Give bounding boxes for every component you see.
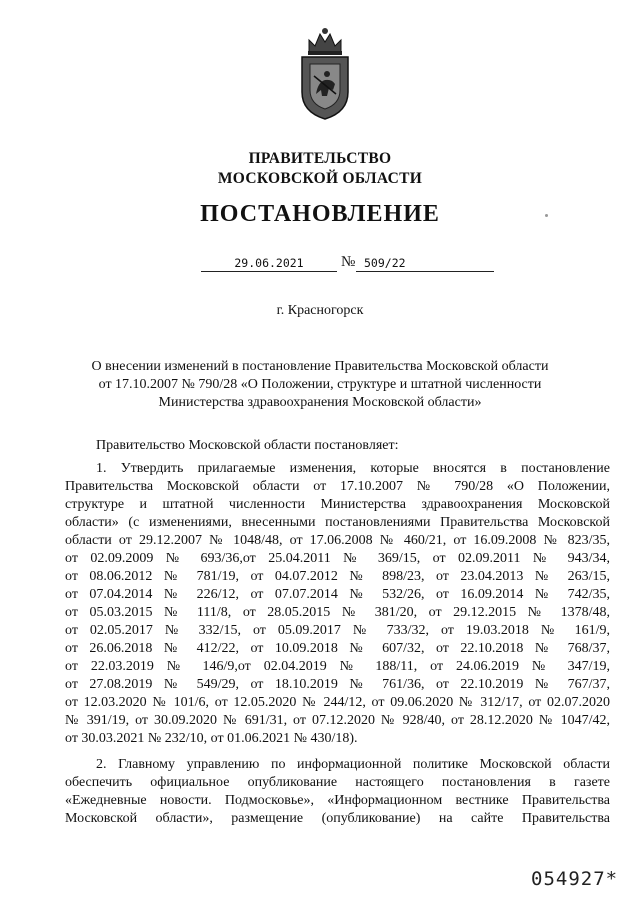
body-line: обеспечить официальное опубликование настоящего постановления в газете <box>65 775 610 790</box>
scan-speck <box>545 214 548 217</box>
body-line: Правительства Московской области от 17.10.2007 № 790/28 «О Положении, <box>65 479 610 494</box>
body-line: от 26.06.2018 № 412/22, от 10.09.2018 № 607/32, от 22.10.2018 № 768/37, <box>65 641 610 656</box>
body-line: Московской области», размещение (опубликование) на сайте Правительства <box>65 811 610 826</box>
serial-stamp <box>531 868 618 890</box>
body-line: от 07.04.2014 № 226/12, от 07.07.2014 № 532/26, от 16.09.2014 № 742/35, <box>65 587 610 602</box>
coat-of-arms-emblem <box>296 24 354 122</box>
organization-name-line2: МОСКОВСКОЙ ОБЛАСТИ <box>217 170 423 187</box>
body-line: от 08.06.2012 № 781/19, от 04.07.2012 № 898/23, от 23.04.2013 № 263/15, <box>65 569 610 584</box>
body-line: от 22.03.2019 № 146/9,от 02.04.2019 № 188/11, от 24.06.2019 № 347/19, <box>65 659 610 674</box>
body-line: от 30.03.2021 № 232/10, от 01.06.2021 № 430/18). <box>65 731 358 746</box>
title-line: Министерства здравоохранения Московской области» <box>158 395 482 410</box>
city-name: г. Красногорск <box>276 303 364 318</box>
title-line: О внесении изменений в постановление Правительства Московской области <box>91 359 549 374</box>
body-line: от 02.05.2017 № 332/15, от 05.09.2017 № 733/32, от 19.03.2018 № 161/9, <box>65 623 610 638</box>
body-line: № 391/19, от 30.09.2020 № 691/31, от 07.12.2020 № 928/40, от 28.12.2020 № 1047/42, <box>65 713 610 728</box>
organization-name-line1: ПРАВИТЕЛЬСТВО <box>248 150 392 167</box>
document-title <box>78 358 562 412</box>
body-line: области от 29.12.2007 № 1048/48, от 17.06.2008 № 460/21, от 16.09.2008 № 823/35, <box>65 533 610 548</box>
body-line: от 12.03.2020 № 101/6, от 12.05.2020 № 244/12, от 09.06.2020 № 312/17, от 02.07.2020 <box>65 695 610 710</box>
body-line: Правительство Московской области постановляет: <box>96 438 399 453</box>
document-number: 509/22 <box>356 256 494 272</box>
body-line: от 27.08.2019 № 549/29, от 18.10.2019 № 761/36, от 22.10.2019 № 767/37, <box>65 677 610 692</box>
asterisk-mark: * <box>605 868 619 890</box>
document-date: 29.06.2021 <box>201 256 337 272</box>
body-line: 1. Утвердить прилагаемые изменения, которые вносятся в постановление <box>96 461 610 476</box>
body-line: от 02.09.2009 № 693/36,от 25.04.2011 № 369/15, от 02.09.2011 № 943/34, <box>65 551 610 566</box>
serial-number: 054927 <box>531 868 606 890</box>
body-line: области» (с изменениями, внесенными постановлениями Правительства Московской <box>65 515 610 530</box>
document-type-heading: ПОСТАНОВЛЕНИЕ <box>200 201 440 227</box>
body-line: от 05.03.2015 № 111/8, от 28.05.2015 № 381/20, от 29.12.2015 № 1378/48, <box>65 605 610 620</box>
body-line: «Ежедневные новости. Подмосковье», «Информационном вестнике Правительства <box>65 793 610 808</box>
title-line: от 17.10.2007 № 790/28 «О Положении, структуре и штатной численности <box>98 377 542 392</box>
number-sign: № <box>341 254 356 270</box>
body-line: 2. Главному управлению по информационной политике Московской области <box>96 757 610 772</box>
body-line: структуре и штатной численности Министерства здравоохранения Московской <box>65 497 610 512</box>
